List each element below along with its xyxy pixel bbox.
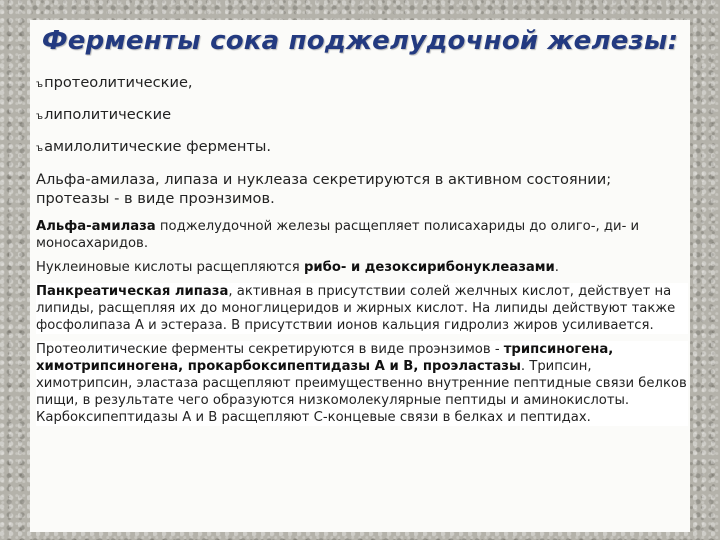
- bullet-item: [36, 74, 688, 94]
- paragraph-lipase: [36, 283, 688, 334]
- term-nucleases: рибо- и дезоксирибонуклеазами: [303, 260, 555, 275]
- paragraph-nucleases: [36, 259, 688, 276]
- paragraph-proteolytic: [36, 341, 688, 426]
- paragraph-amylase: [36, 218, 688, 252]
- slide-content: [36, 74, 688, 433]
- term-proenzymes: трипсиногена, химотрипсиногена, прокарбоксипептидазы А и В, проэластазы: [36, 342, 614, 374]
- paragraph-text: .: [554, 260, 559, 275]
- paragraph-text: Нуклеиновые кислоты расщепляются: [36, 260, 304, 275]
- paragraph-text: Протеолитические ферменты секретируются в виде проэнзимов -: [36, 342, 504, 357]
- term-lipase: Панкреатическая липаза: [36, 284, 229, 299]
- bullet-text: амилолитические ферменты.: [44, 138, 272, 155]
- bullet-marker: ъ: [36, 79, 44, 90]
- bullet-marker: ъ: [36, 143, 44, 154]
- slide-panel: [30, 20, 690, 532]
- bullet-item: [36, 138, 688, 158]
- slide-title: Ферменты сока поджелудочной железы:: [41, 26, 679, 56]
- bullet-text: липолитические: [44, 106, 172, 123]
- term-amylase: Альфа-амилаза: [36, 219, 156, 234]
- paragraph-text: . Трипсин, химотрипсин, эластаза расщепляют преимущественно внутренние пептидные связи белков пищи, в результате чего образуются низкомолекулярные пептиды и аминокислоты. Карбоксипептидазы А и В расщепляют С-концевые связи в белках и пептидах.: [36, 359, 687, 425]
- bullet-item: [36, 106, 688, 126]
- paragraph-text: поджелудочной железы расщепляет полисахариды до олиго-, ди- и моносахаридов.: [36, 219, 640, 251]
- bullet-marker: ъ: [36, 111, 44, 122]
- paragraph-secretion: Альфа-амилаза, липаза и нуклеаза секретируются в активном состоянии; протеазы - в виде проэнзимов.: [36, 171, 612, 207]
- paragraph-text: , активная в присутствии солей желчных кислот, действует на липиды, расщепляя их до моноглицеридов и жирных кислот. На липиды действуют также фосфолипаза А и эстераза. В присутствии ионов кальция гидролиз жиров усиливается.: [36, 284, 676, 333]
- bullet-text: протеолитические,: [44, 74, 193, 91]
